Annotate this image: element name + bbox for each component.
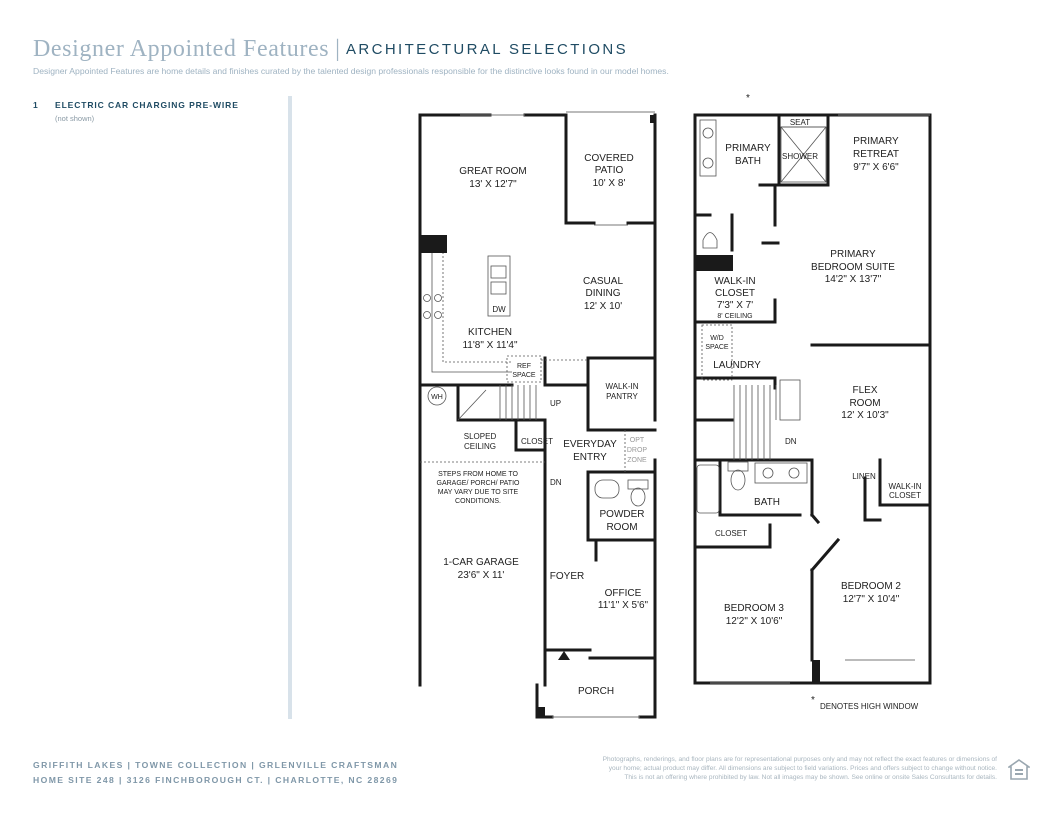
primary-bath-label: PRIMARY [725,143,771,154]
bedroom-walls [812,540,838,660]
garage-size: 23'6" X 11' [457,570,505,581]
walk-in-closet-b-label-2: CLOSET [888,491,922,500]
disclaimer-line-1: Photographs, renderings, and floor plans are for representational purposes only and may not reflect the exact features or dimensions of [602,756,997,763]
walk-in-closet-b-label: WALK-IN [888,482,922,491]
primary-retreat-size: 9'7" X 6'6" [853,162,899,173]
ref-space-label: REF [517,363,531,370]
great-room-size: 13' X 12'7" [469,179,517,190]
covered-patio-label-2: PATIO [594,165,624,176]
covered-patio-size: 10' X 8' [592,178,626,189]
stair-walls [458,385,545,465]
page-subtitle: Designer Appointed Features are home details and finishes curated by the talented design professionals responsible for the distinctive looks found in our model homes. [33,66,669,76]
legend-label: DENOTES HIGH WINDOW [820,702,919,711]
office-label: OFFICE [604,588,642,599]
sloped-ceiling-label: SLOPED [463,432,497,441]
office-size: 11'1" X 5'6" [597,600,649,611]
address-line: HOME SITE 248 | 3126 FINCHBOROUGH CT. | CHARLOTTE, NC 28269 [33,775,399,785]
kitchen-size: 11'8" X 11'4" [462,340,518,351]
drop-zone-label-3: ZONE [627,457,647,464]
drop-zone-label-2: DROP [626,447,648,454]
powder-room-label: POWDER [599,509,645,520]
steps-note-4: CONDITIONS. [455,498,501,505]
primary-suite-size: 14'2" X 13'7" [824,274,882,285]
bedroom2-size: 12'7" X 10'4" [842,594,900,605]
tub [697,465,719,513]
page-title: Designer Appointed Features [33,36,330,62]
flex-room-size: 12' X 10'3" [841,410,889,421]
laundry-label: LAUNDRY [713,360,761,371]
flex-room-label: FLEX [852,385,878,396]
primary-suite-label-2: BEDROOM SUITE [811,262,895,273]
footer-disclaimer [517,755,997,782]
great-room-label: GREAT ROOM [459,166,527,177]
sloped-ceiling-label-2: CEILING [463,442,497,451]
walk-in-closet-label-2: CLOSET [714,288,756,299]
disclaimer-line-2: your home; actual product may differ. All dimensions are subject to field variations. Prices and offers subject to change without notice. [608,765,997,772]
foyer-label: FOYER [549,571,585,582]
shower-label: SHOWER [782,152,818,161]
linen-label: LINEN [852,472,876,481]
legend-marker: * [811,695,815,706]
steps-note-1: STEPS FROM HOME TO [438,471,518,478]
stairs-down-label: DN [550,478,562,487]
primary-retreat-label-2: RETREAT [853,149,899,160]
disclaimer-line-3: This is not an offering where prohibited by law. Not all images may be shown. See online or onsite Sales Consultants for details. [624,774,997,781]
everyday-entry-label-2: ENTRY [573,452,607,463]
steps-note-3: MAY VARY DUE TO SITE [437,489,519,496]
feature-list [33,100,239,123]
stairs-2 [734,385,776,460]
everyday-entry-label: EVERYDAY [563,439,617,450]
first-floor-outline [420,115,655,717]
wd-space-label: W/D [710,335,724,342]
bedroom2-label: BEDROOM 2 [840,581,902,592]
pantry-label-2: PANTRY [606,392,638,401]
stairs-up [500,385,536,420]
stairs-up-label: UP [550,399,562,408]
section-title: ARCHITECTURAL SELECTIONS [345,41,629,58]
feature-note: (not shown) [55,114,95,123]
covered-patio-label: COVERED [584,153,634,164]
casual-dining-label: CASUAL [582,276,624,287]
bedroom3-label: BEDROOM 3 [723,603,785,614]
garage-label: 1-CAR GARAGE [443,557,519,568]
feature-item [33,100,239,110]
dishwasher-label: DW [492,305,506,314]
drop-zone-label: OPT [629,437,645,444]
title-separator: | [335,36,340,62]
equal-housing-icon [1008,758,1030,782]
wd-space [702,325,732,380]
closet-label: CLOSET [520,437,554,446]
walk-in-closet-size: 7'3" X 7' [716,300,754,311]
casual-dining-label-2: DINING [585,288,621,299]
powder-room-label-2: ROOM [606,522,638,533]
high-window-marker: * [746,93,750,104]
ref-space-label-2: SPACE [512,372,536,379]
vertical-divider [288,96,292,719]
primary-suite-label: PRIMARY [830,249,876,260]
bedroom3-size: 12'2" X 10'6" [725,616,783,627]
walk-in-closet-ceiling: 8' CEILING [717,313,753,320]
flex-room-label-2: ROOM [849,398,881,409]
feature-number: 1 [33,100,39,110]
feature-label: ELECTRIC CAR CHARGING PRE-WIRE [55,100,239,110]
porch-label: PORCH [577,686,615,697]
laundry-walls [695,378,775,388]
page-header [33,36,628,63]
casual-dining-size: 12' X 10' [583,301,623,312]
floor-plan [405,88,950,728]
primary-bath-label-2: BATH [735,156,761,167]
water-heater-label: WH [431,394,443,401]
footer-community [33,758,398,788]
walk-in-closet-label: WALK-IN [714,276,756,287]
pantry-label: WALK-IN [605,382,639,391]
primary-retreat-label: PRIMARY [853,136,899,147]
closet-label-2: CLOSET [714,529,748,538]
bath-label: BATH [754,497,780,508]
community-line: GRIFFITH LAKES | TOWNE COLLECTION | GRLENVILLE CRAFTSMAN [33,760,399,770]
wd-space-label-2: SPACE [705,344,729,351]
kitchen-label: KITCHEN [468,327,512,338]
bath2-walls [720,460,818,522]
stairs-down-label-2: DN [785,437,797,446]
seat-label: SEAT [789,118,811,127]
steps-note-2: GARAGE/ PORCH/ PATIO [436,480,520,487]
